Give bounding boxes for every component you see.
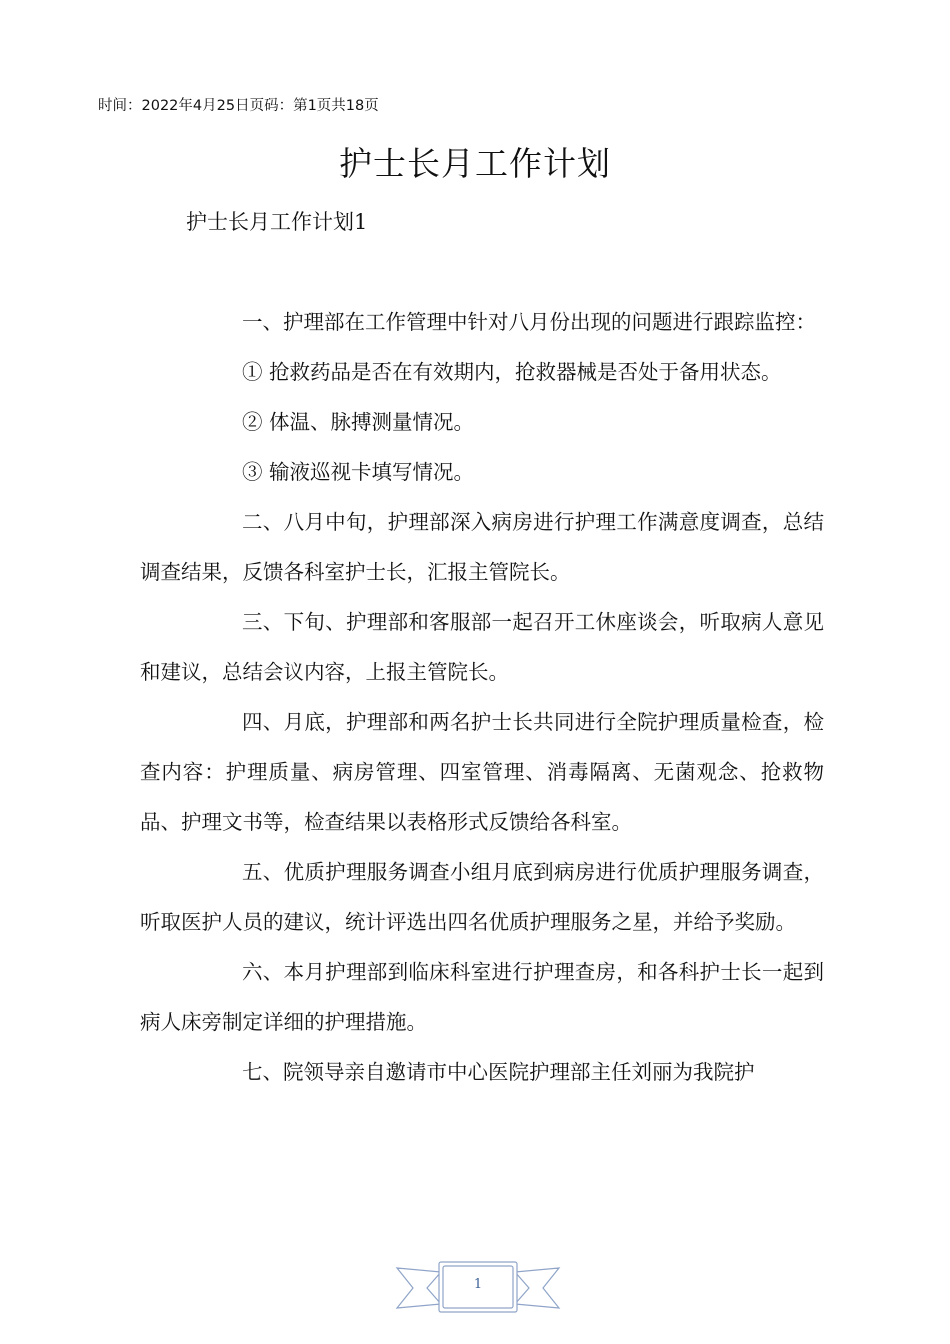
page-footer: [395, 1258, 561, 1318]
page-header: 时间：2022年4月25日页码：第1页共18页: [98, 98, 379, 114]
list-item-3: ③ 输液巡视卡填写情况。: [242, 460, 475, 484]
paragraph-2: 二、八月中旬，护理部深入病房进行护理工作满意度调查，总结调查结果，反馈各科室护士长，汇报主管院长。: [140, 510, 824, 584]
list-item-1: ① 抢救药品是否在有效期内，抢救器械是否处于备用状态。: [242, 360, 782, 384]
paragraph-5: 五、优质护理服务调查小组月底到病房进行优质护理服务调查，听取医护人员的建议，统计评选出四名优质护理服务之星，并给予奖励。: [140, 860, 824, 934]
page-number: 1: [473, 1277, 483, 1292]
document-title: 护士长月工作计划: [339, 144, 611, 183]
section-subtitle: 护士长月工作计划1: [186, 210, 368, 234]
document-body: [140, 297, 824, 1097]
paragraph-6: 六、本月护理部到临床科室进行护理查房，和各科护士长一起到病人床旁制定详细的护理措施。: [140, 960, 824, 1034]
paragraph-1: 一、护理部在工作管理中针对八月份出现的问题进行跟踪监控：: [242, 310, 816, 334]
paragraph-3: 三、下旬、护理部和客服部一起召开工休座谈会，听取病人意见和建议，总结会议内容，上报主管院长。: [140, 610, 824, 684]
paragraph-4: 四、月底，护理部和两名护士长共同进行全院护理质量检查，检查内容：护理质量、病房管理、四室管理、消毒隔离、无菌观念、抢救物品、护理文书等，检查结果以表格形式反馈给各科室。: [140, 710, 824, 834]
paragraph-7: 七、院领导亲自邀请市中心医院护理部主任刘丽为我院护: [242, 1060, 755, 1084]
list-item-2: ② 体温、脉搏测量情况。: [242, 410, 475, 434]
